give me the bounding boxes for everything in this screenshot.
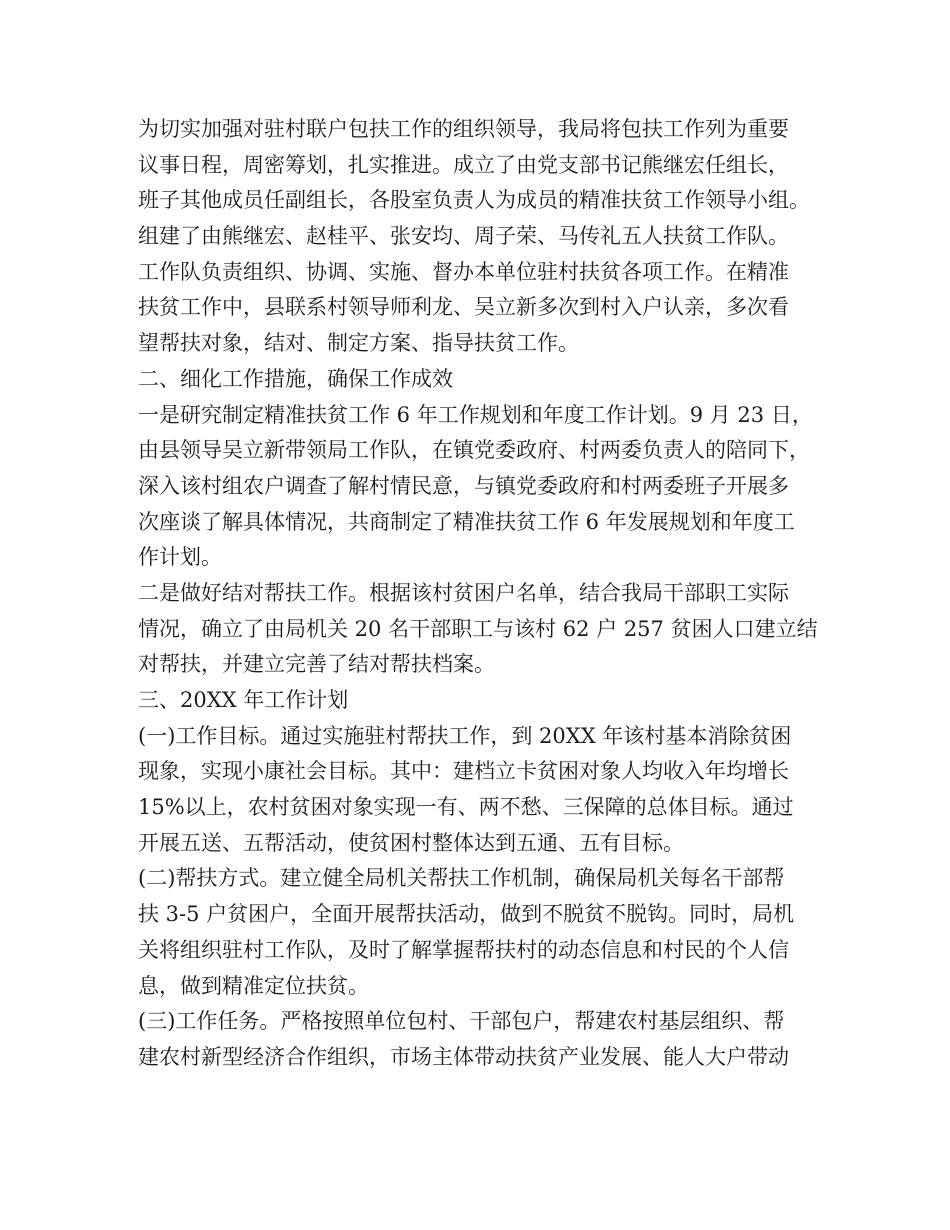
text-line: 开展五送、五帮活动，使贫困村整体达到五通、五有目标。 bbox=[138, 830, 684, 855]
text-line: 情况，确立了由局机关 20 名干部职工与该村 62 户 257 贫困人口建立结 bbox=[138, 616, 818, 641]
text-line: 对帮扶，并建立完善了结对帮扶档案。 bbox=[138, 652, 495, 677]
text-line: 望帮扶对象，结对、制定方案、指导扶贫工作。 bbox=[138, 331, 579, 356]
text-line: 二是做好结对帮扶工作。根据该村贫困户名单，结合我局干部职工实际 bbox=[138, 580, 789, 605]
text-line: 工作队负责组织、协调、实施、督办本单位驻村扶贫各项工作。在精准 bbox=[138, 259, 789, 284]
text-line: 扶贫工作中，县联系村领导师利龙、吴立新多次到村入户认亲，多次看 bbox=[138, 295, 789, 320]
section-heading: 三、20XX 年工作计划 bbox=[138, 688, 349, 712]
text-line: 次座谈了解具体情况，共商制定了精准扶贫工作 6 年发展规划和年度工 bbox=[138, 509, 795, 534]
text-line: 作计划。 bbox=[138, 545, 222, 570]
text-line: 息，做到精准定位扶贫。 bbox=[138, 973, 369, 998]
text-line: 一是研究制定精准扶贫工作 6 年工作规划和年度工作计划。9 月 23 日， bbox=[138, 402, 813, 427]
text-line: 组建了由熊继宏、赵桂平、张安均、周子荣、马传礼五人扶贫工作队。 bbox=[138, 224, 789, 249]
section-heading: 二、细化工作措施，确保工作成效 bbox=[138, 366, 453, 391]
text-line: 15%以上，农村贫困对象实现一有、两不愁、三保障的总体目标。通过 bbox=[138, 795, 794, 820]
text-line: 为切实加强对驻村联户包扶工作的组织领导，我局将包扶工作列为重要 bbox=[138, 117, 789, 141]
text-line: 现象，实现小康社会目标。其中：建档立卡贫困对象人均收入年均增长 bbox=[138, 759, 789, 784]
text-line: (二)帮扶方式。建立健全局机关帮扶工作机制，确保局机关每名干部帮 bbox=[138, 866, 785, 891]
text-line: 议事日程，周密筹划，扎实推进。成立了由党支部书记熊继宏任组长， bbox=[138, 152, 789, 177]
document-body bbox=[138, 112, 828, 1076]
text-line: (三)工作任务。严格按照单位包村、干部包户，帮建农村基层组织、帮 bbox=[138, 1009, 785, 1034]
text-line: 扶 3-5 户贫困户，全面开展帮扶活动，做到不脱贫不脱钩。同时，局机 bbox=[138, 902, 795, 927]
text-line: 建农村新型经济合作组织，市场主体带动扶贫产业发展、能人大户带动 bbox=[138, 1044, 789, 1069]
text-line: 班子其他成员任副组长，各股室负责人为成员的精准扶贫工作领导小组。 bbox=[138, 188, 810, 213]
text-line: 由县领导吴立新带领局工作队，在镇党委政府、村两委负责人的陪同下， bbox=[138, 438, 810, 463]
text-line: 关将组织驻村工作队，及时了解掌握帮扶村的动态信息和村民的个人信 bbox=[138, 937, 789, 962]
text-line: (一)工作目标。通过实施驻村帮扶工作，到 20XX 年该村基本消除贫困 bbox=[138, 723, 792, 748]
text-line: 深入该村组农户调查了解村情民意，与镇党委政府和村两委班子开展多 bbox=[138, 473, 789, 498]
